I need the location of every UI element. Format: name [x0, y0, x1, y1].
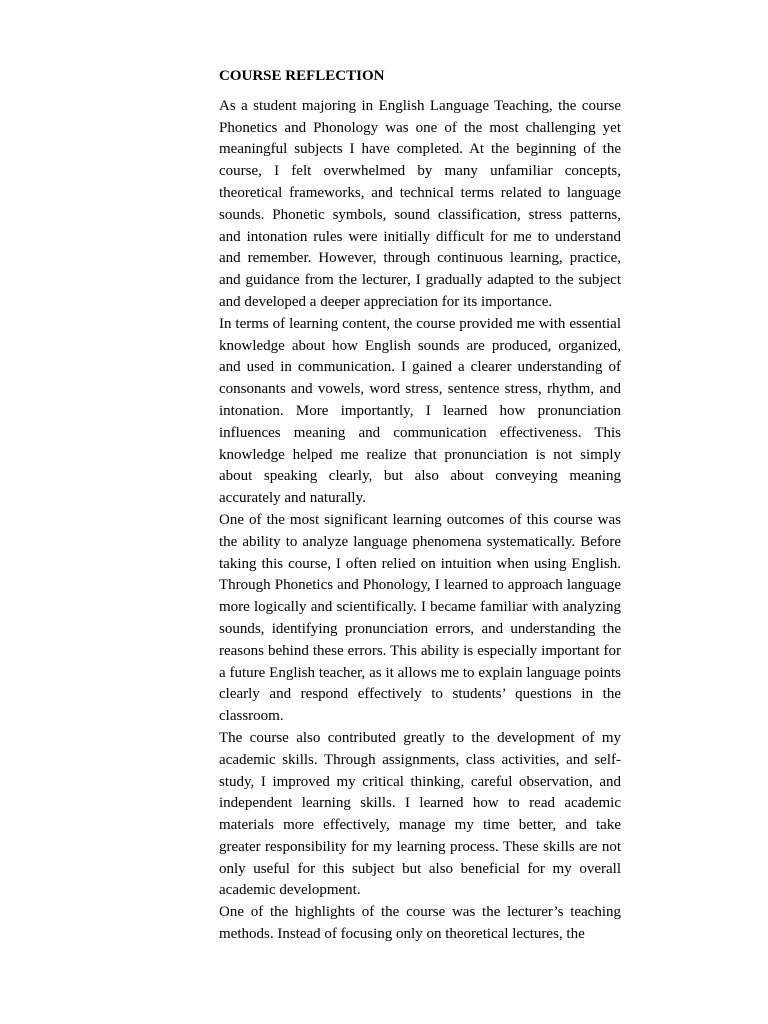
paragraph-academic-skills: The course also contributed greatly to the development of my academic skills. Through assignments, class activities, and self-study, I improved my critical thinking, careful observation, and independent learning skills. I learned how to read academic materials more effectively, manage my time better, and take greater responsibility for my learning process. These skills are not only useful for this subject but also beneficial for my overall academic development.	[219, 729, 621, 899]
paragraph-intro: As a student majoring in English Language Teaching, the course Phonetics and Phonology was one of the most challenging yet meaningful subjects I have completed. At the beginning of the course, I felt overwhelmed by many unfamiliar concepts, theoretical frameworks, and technical terms related to language sounds. Phonetic symbols, sound classification, stress patterns, and intonation rules were initially difficult for me to understand and remember. However, through continuous learning, practice, and guidance from the lecturer, I gradually adapted to the subject and developed a deeper appreciation for its importance.	[219, 97, 621, 310]
paragraph-learning-outcomes: One of the most significant learning outcomes of this course was the ability to analyze language phenomena systematically. Before taking this course, I often relied on intuition when using English. Through Phonetics and Phonology, I learned to approach language more logically and scientifically. I became familiar with analyzing sounds, identifying pronunciation errors, and understanding the reasons behind these errors. This ability is especially important for a future English teacher, as it allows me to explain language points clearly and respond effectively to students’ questions in the classroom.	[219, 511, 621, 725]
paragraph-learning-content: In terms of learning content, the course provided me with essential knowledge about how English sounds are produced, organized, and used in communication. I gained a clearer understanding of consonants and vowels, word stress, sentence stress, rhythm, and intonation. More importantly, I learned how pronunciation influences meaning and communication effectiveness. This knowledge helped me realize that pronunciation is not simply about speaking clearly, but also about conveying meaning accurately and naturally.	[219, 315, 621, 507]
paragraph-teaching-methods: One of the highlights of the course was the lecturer’s teaching methods. Instead of focusing only on theoretical lectures, the	[219, 904, 621, 943]
document-body	[219, 66, 621, 946]
document-title: COURSE REFLECTION	[219, 68, 385, 84]
